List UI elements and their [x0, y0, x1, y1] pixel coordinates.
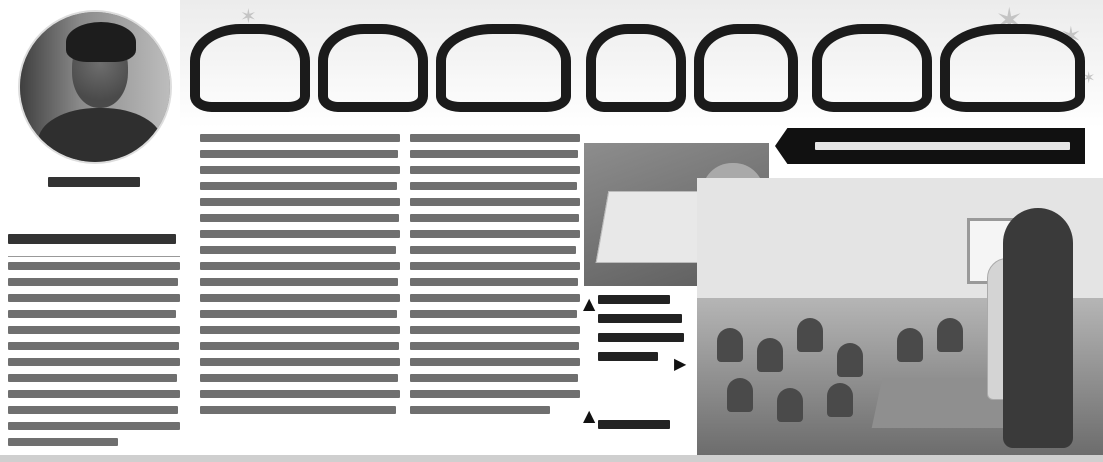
classroom-photo-caption: [598, 420, 670, 429]
decorative-star-icon: ✶: [1060, 22, 1082, 52]
headline: [190, 18, 1095, 118]
decorative-star-icon: ✶: [240, 4, 257, 28]
body-column-2: [200, 134, 400, 422]
portrait-caption: [8, 174, 180, 190]
arrow-right-icon: ▶: [674, 354, 687, 373]
arrow-up-icon: ▲: [583, 406, 596, 425]
body-column-1: [8, 262, 180, 454]
subheadline-banner: [775, 128, 1085, 164]
arrow-up-icon: ▲: [583, 294, 596, 313]
classroom-photo: [697, 178, 1103, 456]
dateline: [8, 234, 180, 247]
portrait-photo: [20, 12, 170, 162]
decorative-star-icon: ✶: [1082, 68, 1096, 87]
body-column-3: [410, 134, 580, 422]
divider: [8, 256, 180, 257]
decorative-star-icon: ✶: [995, 1, 1024, 41]
page-border: [0, 455, 1103, 462]
